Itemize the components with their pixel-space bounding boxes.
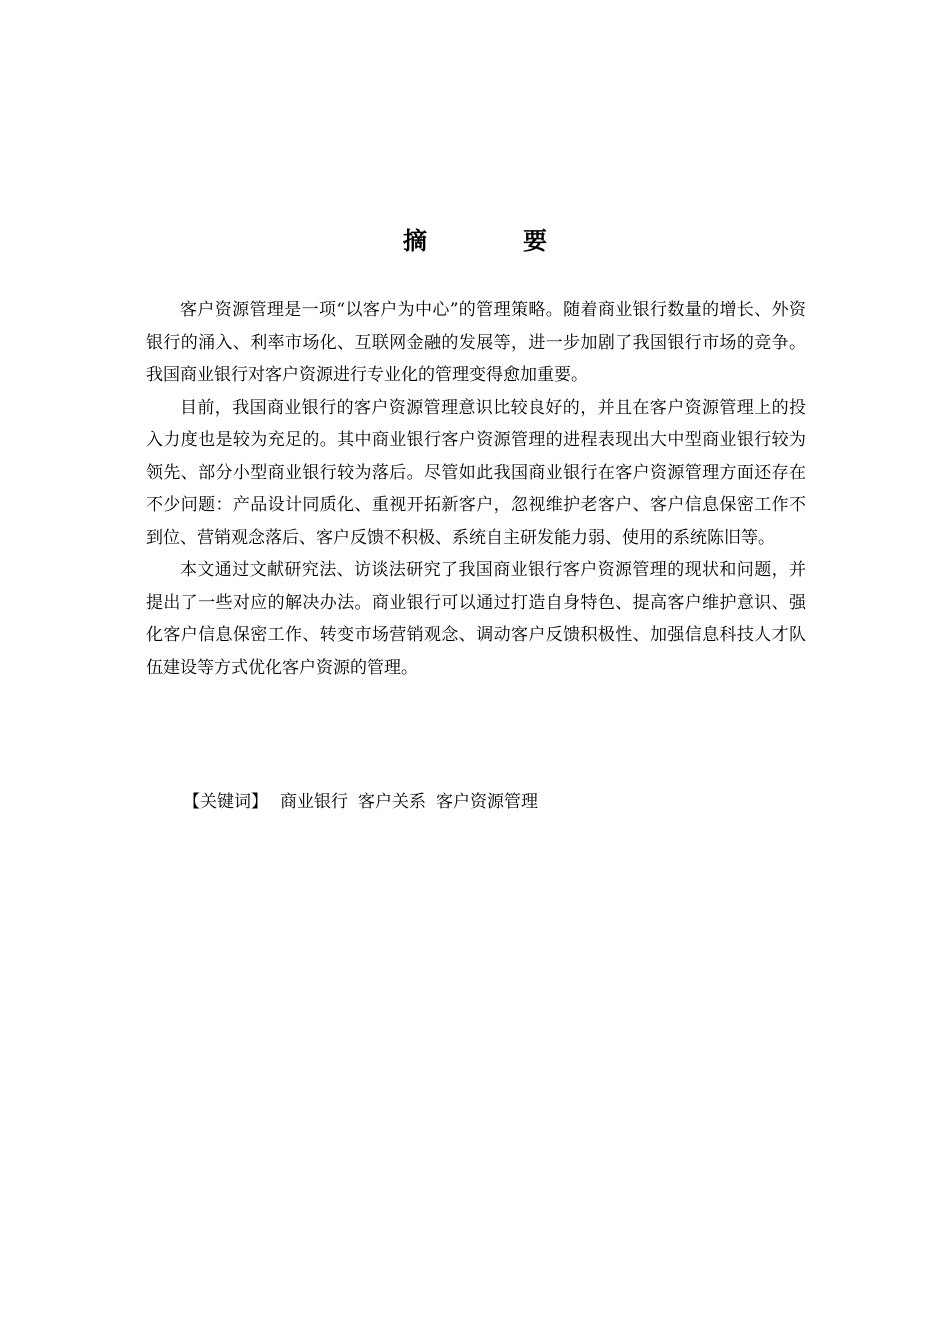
abstract-paragraph-3: 本文通过文献研究法、访谈法研究了我国商业银行客户资源管理的现状和问题，并提出了一些对应的解决办法。商业银行可以通过打造自身特色、提高客户维护意识、强化客户信息保密工作、转变市场营销观念、调动客户反馈积极性、加强信息科技人才队伍建设等方式优化客户资源的管理。 bbox=[146, 560, 806, 678]
title-char-2: 要 bbox=[523, 227, 547, 255]
keyword-item: 客户资源管理 bbox=[436, 792, 538, 812]
title-char-1: 摘 bbox=[403, 227, 427, 255]
keyword-item: 商业银行 bbox=[280, 792, 348, 812]
keywords-line bbox=[183, 786, 823, 818]
page-title bbox=[0, 224, 950, 258]
abstract-paragraph-2: 目前，我国商业银行的客户资源管理意识比较良好的，并且在客户资源管理上的投入力度也是较为充足的。其中商业银行客户资源管理的进程表现出大中型商业银行较为领先、部分小型商业银行较为落后。尽管如此我国商业银行在客户资源管理方面还存在不少问题：产品设计同质化、重视开拓新客户，忽视维护老客户、客户信息保密工作不到位、营销观念落后、客户反馈不积极、系统自主研发能力弱、使用的系统陈旧等。 bbox=[146, 397, 806, 548]
abstract-paragraph-1: 客户资源管理是一项“以客户为中心”的管理策略。随着商业银行数量的增长、外资银行的涌入、利率市场化、互联网金融的发展等，进一步加剧了我国银行市场的竞争。我国商业银行对客户资源进行专业化的管理变得愈加重要。 bbox=[146, 300, 806, 385]
abstract-body bbox=[146, 294, 806, 684]
keywords-label: 【关键词】 bbox=[183, 792, 268, 812]
keyword-item: 客户关系 bbox=[358, 792, 426, 812]
